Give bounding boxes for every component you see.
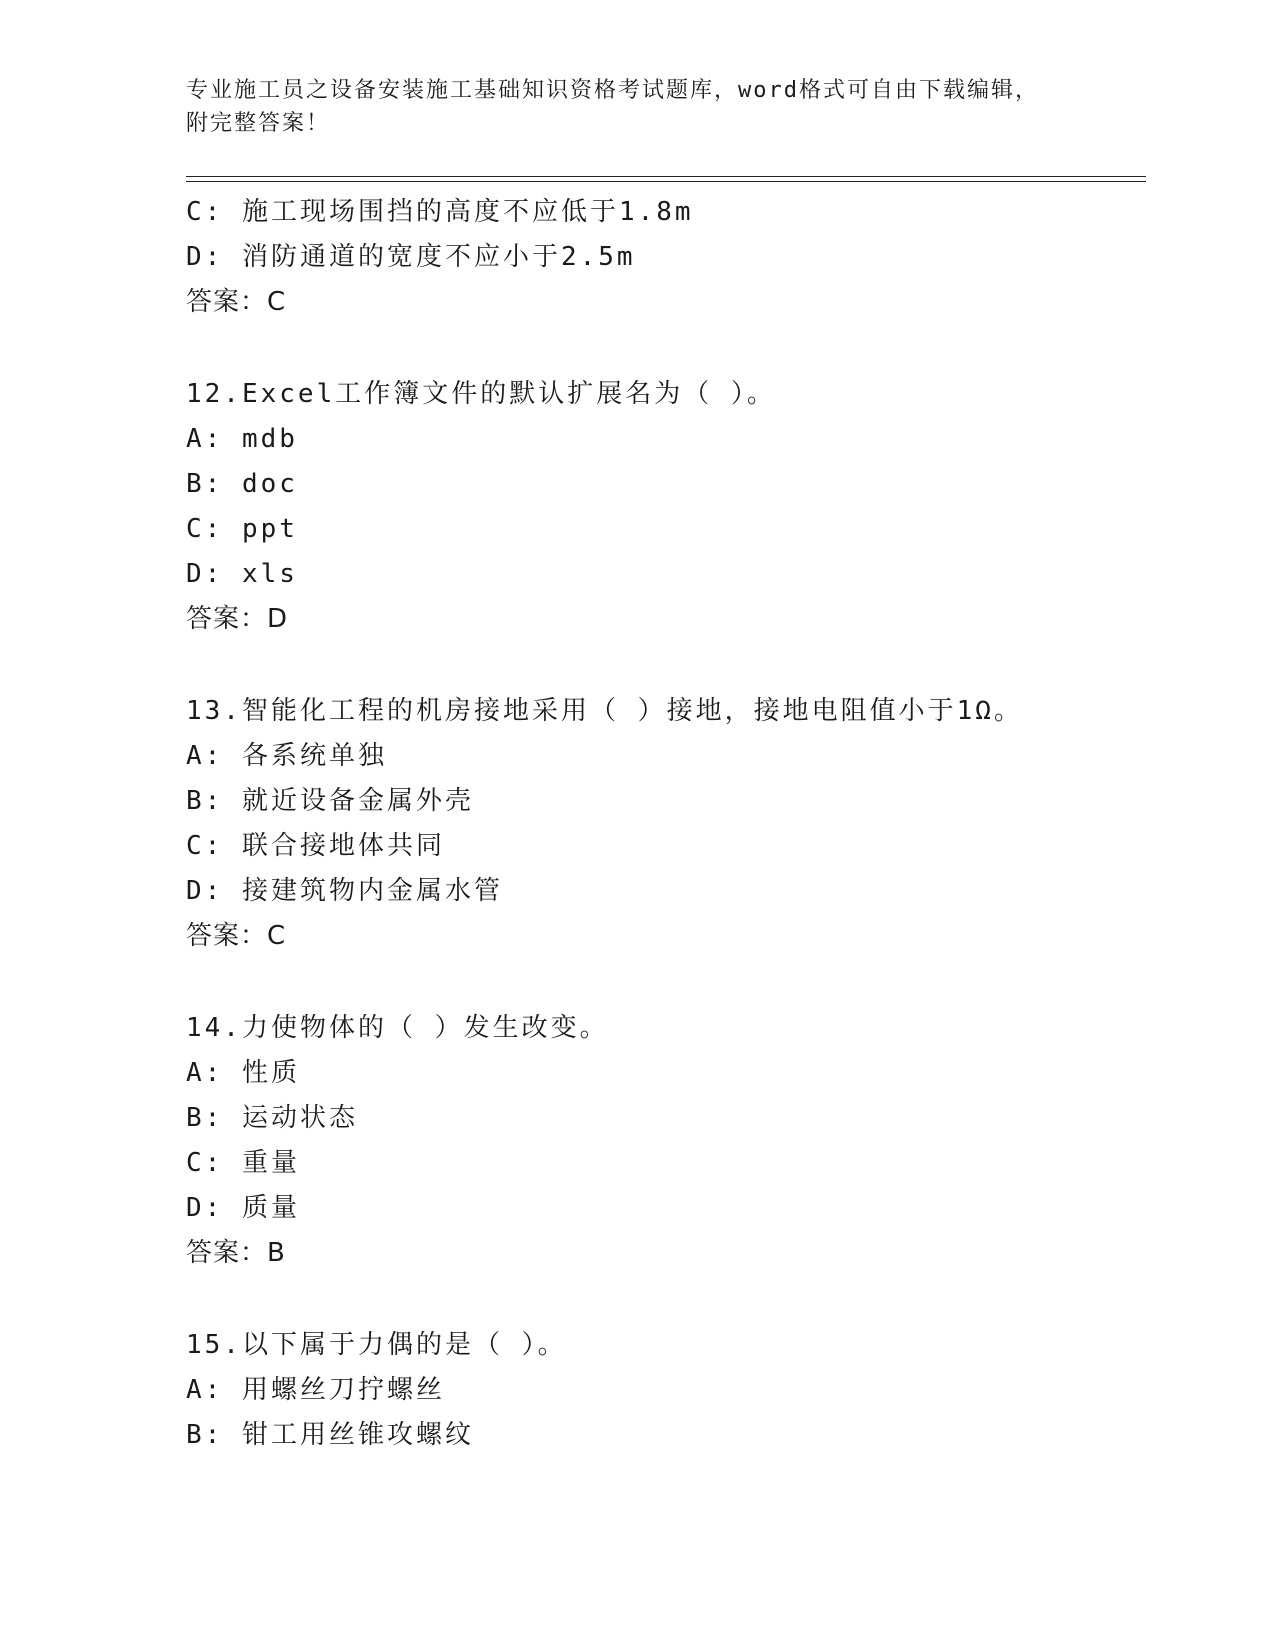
question-spacer: [186, 325, 1146, 372]
question-spacer: [186, 1276, 1146, 1323]
header-divider-bottom: [186, 181, 1146, 182]
question-spacer: [186, 959, 1146, 1006]
option-a: A: 各系统单独: [186, 741, 387, 771]
option-c: C: ppt: [186, 514, 298, 544]
header-title-line-2: 附完整答案！: [186, 111, 331, 136]
question-spacer: [186, 642, 1146, 689]
option-a: A: 性质: [186, 1058, 300, 1088]
question-stem: 15.以下属于力偶的是（ ）。: [186, 1330, 567, 1360]
option-c: C: 联合接地体共同: [186, 831, 445, 861]
option-d: D: 接建筑物内金属水管: [186, 876, 503, 906]
question-12: [186, 372, 1146, 642]
question-stem: 14.力使物体的（ ）发生改变。: [186, 1013, 609, 1043]
answer: 答案：C: [186, 921, 287, 951]
option-c: C: 施工现场围挡的高度不应低于1.8m: [186, 197, 694, 227]
answer: 答案：B: [186, 1238, 286, 1268]
option-c: C: 重量: [186, 1148, 300, 1178]
option-b: B: doc: [186, 469, 298, 499]
header-divider-top: [186, 176, 1146, 177]
question-stem: 12.Excel工作簿文件的默认扩展名为（ ）。: [186, 379, 776, 409]
option-b: B: 就近设备金属外壳: [186, 786, 474, 816]
option-b: B: 运动状态: [186, 1103, 358, 1133]
option-a: A: mdb: [186, 424, 298, 454]
option-a: A: 用螺丝刀拧螺丝: [186, 1375, 445, 1405]
answer: 答案：C: [186, 287, 287, 317]
answer: 答案：D: [186, 604, 289, 634]
question-15: [186, 1323, 1146, 1458]
option-d: D: 消防通道的宽度不应小于2.5m: [186, 242, 636, 272]
question-list: [186, 190, 1146, 1458]
option-b: B: 钳工用丝锥攻螺纹: [186, 1420, 474, 1450]
option-d: D: 质量: [186, 1193, 300, 1223]
question-13: [186, 689, 1146, 959]
question-14: [186, 1006, 1146, 1276]
option-d: D: xls: [186, 559, 298, 589]
header-title-line-1: 专业施工员之设备安装施工基础知识资格考试题库，word格式可自由下载编辑，: [186, 78, 1039, 103]
question-stem: 13.智能化工程的机房接地采用（ ）接地，接地电阻值小于1Ω。: [186, 696, 1023, 726]
question-11: [186, 190, 1146, 325]
document-header: [186, 74, 1086, 140]
